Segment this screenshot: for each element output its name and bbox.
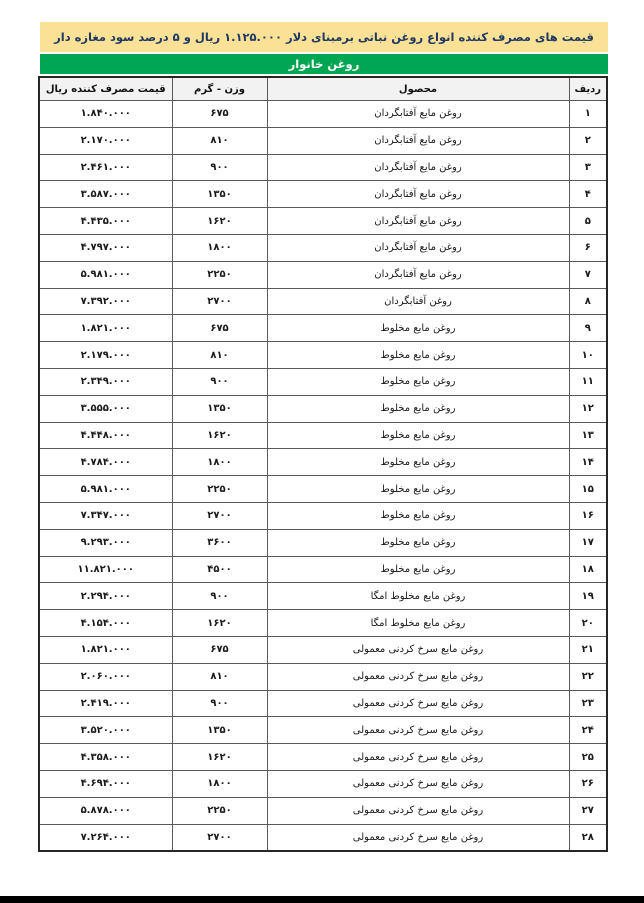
table-row: [39, 610, 607, 637]
price-cell: ۲.۳۴۹.۰۰۰: [39, 368, 172, 395]
row-number-cell: ۲۲: [569, 663, 607, 690]
weight-cell: ۸۱۰: [172, 127, 267, 154]
product-cell: روغن مایع مخلوط امگا: [267, 610, 569, 637]
weight-cell: ۱۳۵۰: [172, 717, 267, 744]
row-number-cell: ۲۳: [569, 690, 607, 717]
weight-cell: ۱۸۰۰: [172, 449, 267, 476]
row-number-cell: ۲۴: [569, 717, 607, 744]
product-cell: روغن مایع سرخ کردنی معمولی: [267, 690, 569, 717]
price-table: [38, 76, 608, 852]
price-cell: ۷.۳۴۷.۰۰۰: [39, 502, 172, 529]
table-row: [39, 663, 607, 690]
price-cell: ۲.۰۶۰.۰۰۰: [39, 663, 172, 690]
price-cell: ۳.۵۸۷.۰۰۰: [39, 181, 172, 208]
table-row: [39, 342, 607, 369]
row-number-cell: ۱۴: [569, 449, 607, 476]
section-header-label: روغن خانوار: [288, 57, 360, 71]
product-cell: روغن مایع مخلوط: [267, 556, 569, 583]
product-cell: روغن مایع آفتابگردان: [267, 101, 569, 128]
product-cell: روغن مایع سرخ کردنی معمولی: [267, 717, 569, 744]
sheet-title-bar: [40, 22, 608, 52]
weight-cell: ۹۰۰: [172, 583, 267, 610]
weight-cell: ۲۷۰۰: [172, 288, 267, 315]
weight-cell: ۱۶۲۰: [172, 610, 267, 637]
product-cell: روغن مایع آفتابگردان: [267, 208, 569, 235]
price-cell: ۱.۸۲۱.۰۰۰: [39, 315, 172, 342]
sheet-title: قیمت های مصرف کننده انواع روغن نباتی برمبنای دلار ۱.۱۲۵.۰۰۰ ریال و ۵ درصد سود مغازه دار: [54, 30, 594, 44]
weight-cell: ۸۱۰: [172, 663, 267, 690]
weight-cell: ۲۲۵۰: [172, 476, 267, 503]
row-number-cell: ۲۶: [569, 770, 607, 797]
product-cell: روغن آفتابگردان: [267, 288, 569, 315]
table-row: [39, 770, 607, 797]
product-cell: روغن مایع آفتابگردان: [267, 154, 569, 181]
product-cell: روغن مایع مخلوط امگا: [267, 583, 569, 610]
weight-cell: ۲۲۵۰: [172, 797, 267, 824]
row-number-cell: ۱۶: [569, 502, 607, 529]
table-row: [39, 717, 607, 744]
table-row: [39, 636, 607, 663]
price-cell: ۴.۷۸۴.۰۰۰: [39, 449, 172, 476]
weight-cell: ۹۰۰: [172, 154, 267, 181]
price-cell: ۴.۴۴۸.۰۰۰: [39, 422, 172, 449]
table-body: [39, 101, 607, 852]
weight-cell: ۸۱۰: [172, 342, 267, 369]
price-cell: ۴.۷۹۷.۰۰۰: [39, 234, 172, 261]
weight-cell: ۲۲۵۰: [172, 261, 267, 288]
price-cell: ۱.۸۴۰.۰۰۰: [39, 101, 172, 128]
table-header: [39, 77, 607, 101]
row-number-cell: ۲۰: [569, 610, 607, 637]
weight-cell: ۱۶۲۰: [172, 208, 267, 235]
row-number-cell: ۶: [569, 234, 607, 261]
price-cell: ۳.۵۵۵.۰۰۰: [39, 395, 172, 422]
column-header-product: محصول: [267, 77, 569, 101]
table-row: [39, 315, 607, 342]
price-cell: ۲.۱۷۹.۰۰۰: [39, 342, 172, 369]
weight-cell: ۶۷۵: [172, 101, 267, 128]
product-cell: روغن مایع سرخ کردنی معمولی: [267, 744, 569, 771]
product-cell: روغن مایع مخلوط: [267, 368, 569, 395]
weight-cell: ۹۰۰: [172, 690, 267, 717]
row-number-cell: ۴: [569, 181, 607, 208]
price-cell: ۳.۵۲۰.۰۰۰: [39, 717, 172, 744]
table-row: [39, 449, 607, 476]
product-cell: روغن مایع آفتابگردان: [267, 127, 569, 154]
product-cell: روغن مایع آفتابگردان: [267, 234, 569, 261]
price-cell: ۴.۳۵۸.۰۰۰: [39, 744, 172, 771]
table-row: [39, 154, 607, 181]
product-cell: روغن مایع آفتابگردان: [267, 261, 569, 288]
table-row: [39, 502, 607, 529]
weight-cell: ۲۷۰۰: [172, 824, 267, 851]
product-cell: روغن مایع مخلوط: [267, 502, 569, 529]
product-cell: روغن مایع سرخ کردنی معمولی: [267, 636, 569, 663]
row-number-cell: ۱۲: [569, 395, 607, 422]
price-cell: ۷.۲۶۴.۰۰۰: [39, 824, 172, 851]
weight-cell: ۱۶۲۰: [172, 422, 267, 449]
price-cell: ۵.۸۷۸.۰۰۰: [39, 797, 172, 824]
column-header-weight: وزن - گرم: [172, 77, 267, 101]
table-row: [39, 261, 607, 288]
product-cell: روغن مایع مخلوط: [267, 342, 569, 369]
price-cell: ۲.۴۶۱.۰۰۰: [39, 154, 172, 181]
table-row: [39, 797, 607, 824]
table-row: [39, 744, 607, 771]
weight-cell: ۹۰۰: [172, 368, 267, 395]
row-number-cell: ۷: [569, 261, 607, 288]
price-cell: ۷.۳۹۲.۰۰۰: [39, 288, 172, 315]
price-cell: ۲.۱۷۰.۰۰۰: [39, 127, 172, 154]
weight-cell: ۶۷۵: [172, 636, 267, 663]
weight-cell: ۲۷۰۰: [172, 502, 267, 529]
row-number-cell: ۱۵: [569, 476, 607, 503]
row-number-cell: ۱: [569, 101, 607, 128]
row-number-cell: ۹: [569, 315, 607, 342]
product-cell: روغن مایع سرخ کردنی معمولی: [267, 770, 569, 797]
price-cell: ۴.۶۹۴.۰۰۰: [39, 770, 172, 797]
section-header-bar: [40, 54, 608, 74]
price-cell: ۵.۹۸۱.۰۰۰: [39, 476, 172, 503]
weight-cell: ۱۳۵۰: [172, 181, 267, 208]
price-cell: ۱.۸۲۱.۰۰۰: [39, 636, 172, 663]
row-number-cell: ۳: [569, 154, 607, 181]
product-cell: روغن مایع مخلوط: [267, 315, 569, 342]
row-number-cell: ۲۵: [569, 744, 607, 771]
row-number-cell: ۱۳: [569, 422, 607, 449]
row-number-cell: ۱۰: [569, 342, 607, 369]
table-row: [39, 690, 607, 717]
table-row: [39, 101, 607, 128]
bottom-black-bar: [0, 896, 644, 903]
row-number-cell: ۲۱: [569, 636, 607, 663]
product-cell: روغن مایع مخلوط: [267, 422, 569, 449]
row-number-cell: ۸: [569, 288, 607, 315]
weight-cell: ۱۸۰۰: [172, 234, 267, 261]
price-cell: ۵.۹۸۱.۰۰۰: [39, 261, 172, 288]
product-cell: روغن مایع سرخ کردنی معمولی: [267, 797, 569, 824]
row-number-cell: ۱۹: [569, 583, 607, 610]
table-row: [39, 476, 607, 503]
price-sheet: [40, 22, 608, 852]
table-row: [39, 368, 607, 395]
table-row: [39, 422, 607, 449]
row-number-cell: ۲: [569, 127, 607, 154]
product-cell: روغن مایع سرخ کردنی معمولی: [267, 663, 569, 690]
product-cell: روغن مایع آفتابگردان: [267, 181, 569, 208]
product-cell: روغن مایع سرخ کردنی معمولی: [267, 824, 569, 851]
price-cell: ۲.۴۱۹.۰۰۰: [39, 690, 172, 717]
row-number-cell: ۲۷: [569, 797, 607, 824]
weight-cell: ۴۵۰۰: [172, 556, 267, 583]
price-cell: ۴.۴۳۵.۰۰۰: [39, 208, 172, 235]
price-cell: ۹.۲۹۳.۰۰۰: [39, 529, 172, 556]
row-number-cell: ۵: [569, 208, 607, 235]
table-row: [39, 181, 607, 208]
row-number-cell: ۱۸: [569, 556, 607, 583]
row-number-cell: ۲۸: [569, 824, 607, 851]
table-row: [39, 529, 607, 556]
row-number-cell: ۱۷: [569, 529, 607, 556]
product-cell: روغن مایع مخلوط: [267, 395, 569, 422]
weight-cell: ۱۸۰۰: [172, 770, 267, 797]
weight-cell: ۱۶۲۰: [172, 744, 267, 771]
column-header-row-number: ردیف: [569, 77, 607, 101]
price-cell: ۴.۱۵۴.۰۰۰: [39, 610, 172, 637]
table-row: [39, 234, 607, 261]
product-cell: روغن مایع مخلوط: [267, 476, 569, 503]
weight-cell: ۱۳۵۰: [172, 395, 267, 422]
weight-cell: ۳۶۰۰: [172, 529, 267, 556]
table-row: [39, 824, 607, 851]
price-cell: ۱۱.۸۲۱.۰۰۰: [39, 556, 172, 583]
table-row: [39, 288, 607, 315]
table-row: [39, 127, 607, 154]
table-row: [39, 556, 607, 583]
product-cell: روغن مایع مخلوط: [267, 529, 569, 556]
product-cell: روغن مایع مخلوط: [267, 449, 569, 476]
table-row: [39, 583, 607, 610]
table-row: [39, 395, 607, 422]
table-header-row: [39, 77, 607, 101]
weight-cell: ۶۷۵: [172, 315, 267, 342]
row-number-cell: ۱۱: [569, 368, 607, 395]
price-cell: ۲.۲۹۴.۰۰۰: [39, 583, 172, 610]
column-header-price: قیمت مصرف کننده ریال: [39, 77, 172, 101]
table-row: [39, 208, 607, 235]
